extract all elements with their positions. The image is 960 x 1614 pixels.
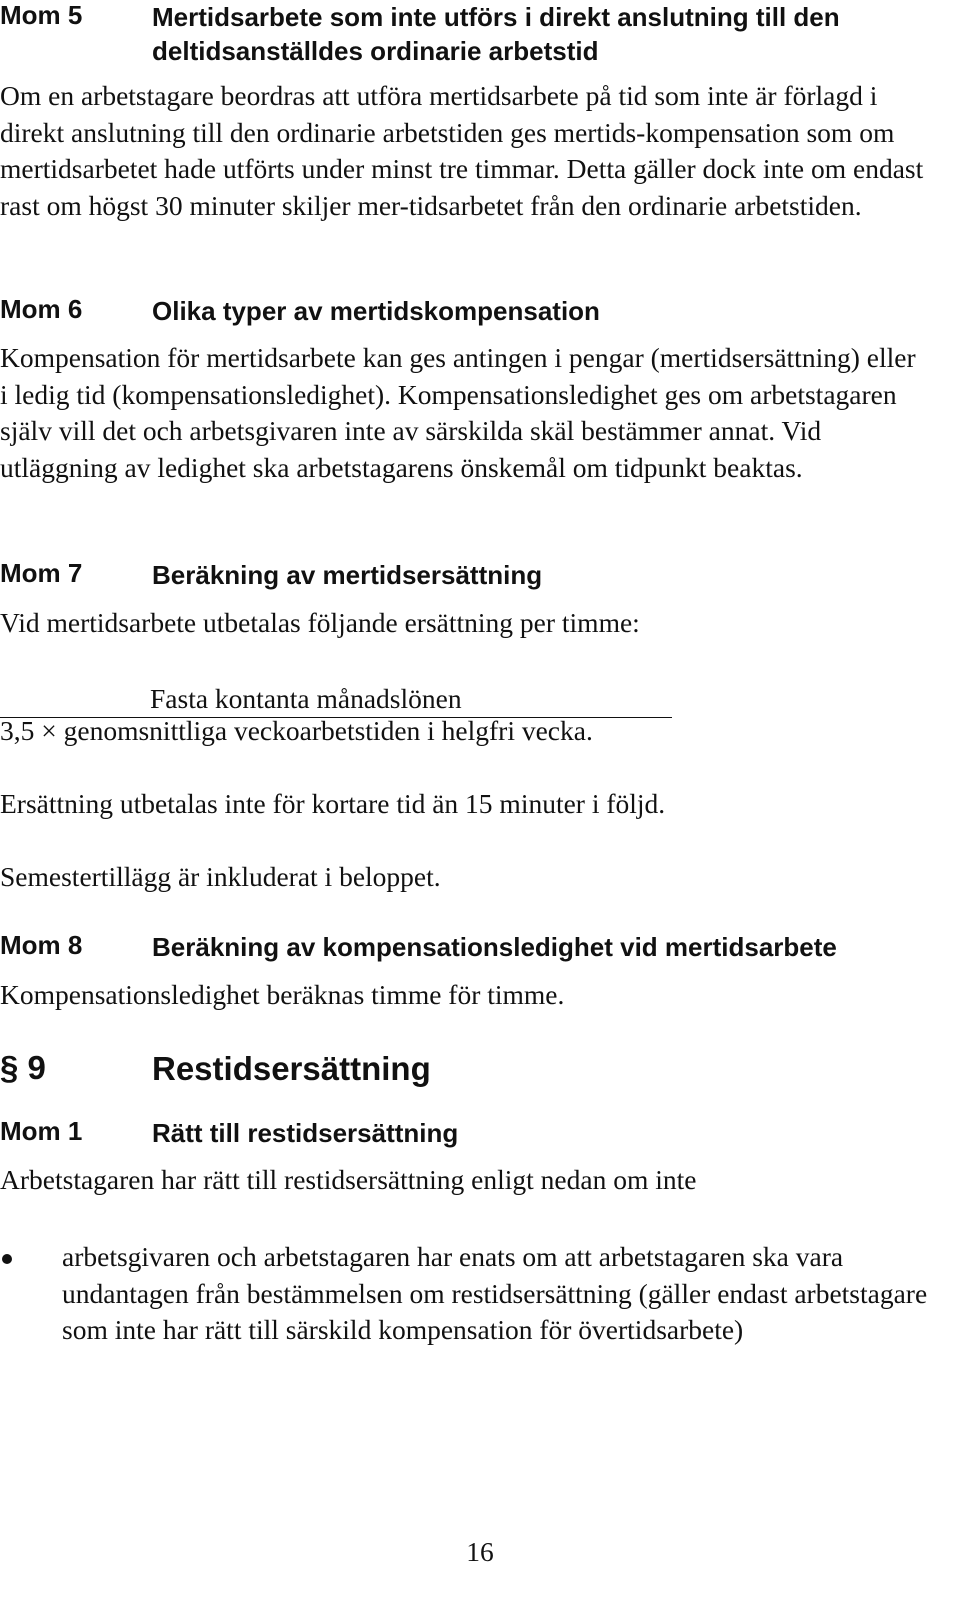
- chapter-title: Restidsersättning: [152, 1050, 431, 1087]
- exception-list: [0, 1239, 930, 1349]
- section-title: Beräkning av kompensationsledighet vid mertidsarbete: [152, 932, 837, 962]
- section-number: Mom 5: [0, 0, 83, 30]
- section-number: Mom 6: [0, 294, 83, 324]
- section-number: Mom 7: [0, 558, 83, 588]
- section-body-mom5: Om en arbetstagare beordras att utföra mertidsarbete på tid som inte är förlagd i direkt anslutning till den ordinarie arbetstiden ges mertids-kompensation som om mertidsarbetet hade utförts under minst tre timmar. Detta gäller dock inte om endast rast om högst 30 minuter skiljer mer-tidsarbetet från den ordinarie arbetstiden.: [0, 80, 924, 221]
- section-body-mom6: Kompensation för mertidsarbete kan ges antingen i pengar (mertidsersättning) eller i ledig tid (kompensationsledighet). Kompensationsledighet ges om arbetstagaren själv vill det och arbetsgivaren inte av särskilda skäl bestämmer annat. Vid utläggning av ledighet ska arbetstagarens önskemål om tidpunkt beaktas.: [0, 342, 916, 483]
- formula-denominator: 3,5 × genomsnittliga veckoarbetstiden i helgfri vecka.: [0, 715, 593, 746]
- chapter-heading-paragraph9: [0, 1049, 958, 1091]
- section-heading-mom7: [0, 558, 958, 592]
- section-heading-mom8: [0, 930, 958, 964]
- section-body-mom8: Kompensationsledighet beräknas timme för timme.: [0, 979, 565, 1010]
- chapter-number: § 9: [0, 1049, 46, 1086]
- page-number: 16: [466, 1536, 494, 1567]
- section-title: Mertidsarbete som inte utförs i direkt anslutning till den deltidsanställdes ordinarie arbetstid: [152, 2, 840, 66]
- section-body-mom1: Arbetstagaren har rätt till restidsersättning enligt nedan om inte: [0, 1164, 697, 1195]
- section-title: Beräkning av mertidsersättning: [152, 560, 543, 590]
- section-number: Mom 8: [0, 930, 83, 960]
- formula-intro: Vid mertidsarbete utbetalas följande ersättning per timme:: [0, 607, 640, 638]
- list-item-text: arbetsgivaren och arbetstagaren har enats om att arbetstagaren ska vara undantagen från bestämmelsen om restidsersättning (gäller endast arbetstagare som inte har rätt till särskild kompensation för övertidsarbete): [62, 1241, 928, 1345]
- formula-numerator-text: Fasta kontanta månadslönen: [150, 683, 462, 714]
- section-heading-mom6: [0, 294, 958, 328]
- rule-vacation-supplement: Semestertillägg är inkluderat i beloppet.: [0, 861, 441, 892]
- section-number: Mom 1: [0, 1116, 83, 1146]
- section-title: Rätt till restidsersättning: [152, 1118, 459, 1148]
- section-heading-mom5: [0, 0, 958, 70]
- list-item: [0, 1239, 930, 1349]
- section-title: Olika typer av mertidskompensation: [152, 296, 600, 326]
- bullet-icon: [2, 1254, 12, 1264]
- section-heading-mom1: [0, 1116, 958, 1150]
- rule-minimum-time: Ersättning utbetalas inte för kortare tid än 15 minuter i följd.: [0, 788, 666, 819]
